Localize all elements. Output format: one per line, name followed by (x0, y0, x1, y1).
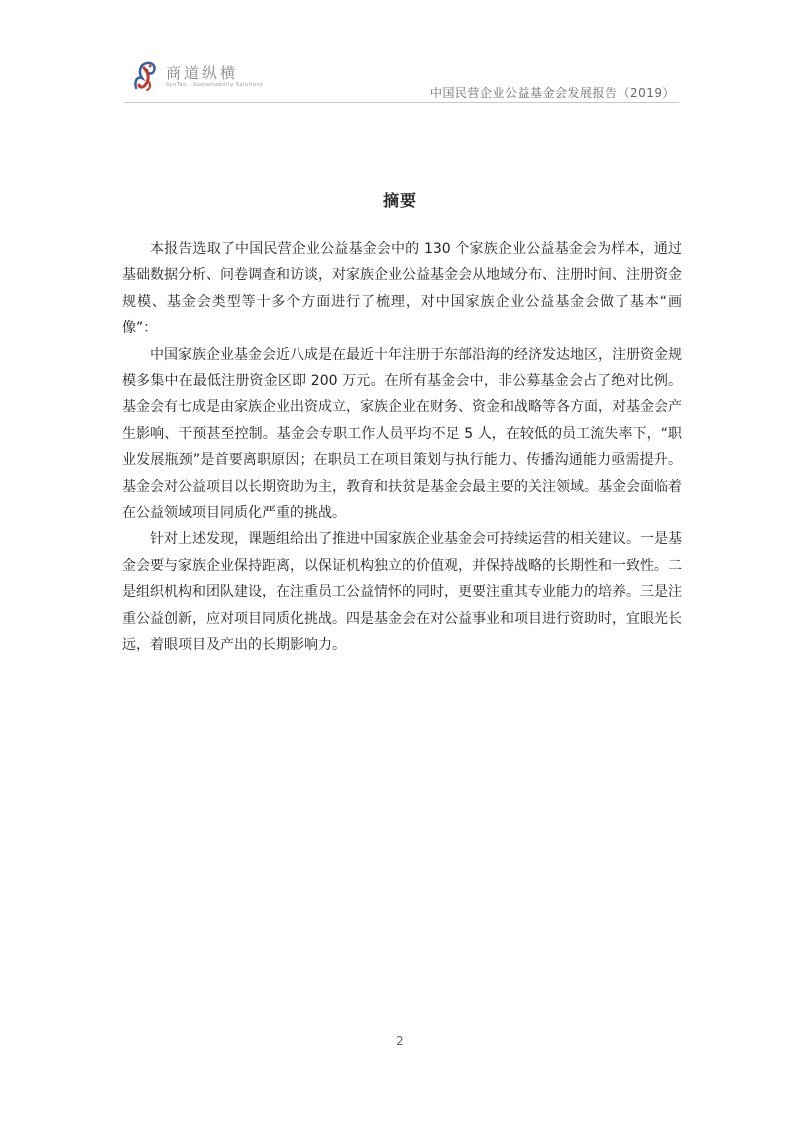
logo-text: 商道纵横 (166, 64, 239, 82)
header-divider (124, 102, 679, 103)
logo-subtext: SynTao · Sustainability Solutions (166, 82, 264, 88)
paragraph-recommendations: 针对上述发现，课题组给出了推进中国家族企业基金会可持续运营的相关建议。一是基金会要与家族企业保持距离，以保证机构独立的价值观，并保持战略的长期性和一致性。二是组织机构和团队建设，在注重员工公益情怀的同时，更要注重其专业能力的培养。三是注重公益创新，应对项目同质化挑战。四是基金会在对公益事业和项目进行资助时，宜眼光长远，着眼项目及产出的长期影响力。 (122, 531, 682, 654)
page-number: 2 (396, 1034, 404, 1048)
report-title: 中国民营企业公益基金会发展报告（2019） (429, 86, 675, 100)
paragraph-intro: 本报告选取了中国民营企业公益基金会中的 130 个家族企业公益基金会为样本，通过基础数据分析、问卷调查和访谈，对家族企业公益基金会从地域分布、注册时间、注册资金规模、基金会类型等十多个方面进行了梳理，对中国家族企业公益基金会做了基本“画像”： (122, 241, 682, 337)
section-title: 摘要 (382, 190, 417, 210)
abstract-body (122, 236, 682, 659)
paragraph-findings: 中国家族企业基金会近八成是在最近十年注册于东部沿海的经济发达地区，注册资金规模多集中在最低注册资金区即 200 万元。在所有基金会中，非公募基金会占了绝对比例。基金会有七成是由家族企业出资成立，家族企业在财务、资金和战略等各方面，对基金会产生影响、干预甚至控制。基金会专职工作人员平均不足 5 人，在较低的员工流失率下，“职业发展瓶颈”是首要离职原因；在职员工在项目策划与执行能力、传播沟通能力亟需提升。基金会对公益项目以长期资助为主，教育和扶贫是基金会最主要的关注领域。基金会面临着在公益领域项目同质化严重的挑战。 (122, 346, 682, 522)
seahorse-logo-icon (132, 58, 160, 92)
company-logo (132, 56, 272, 96)
